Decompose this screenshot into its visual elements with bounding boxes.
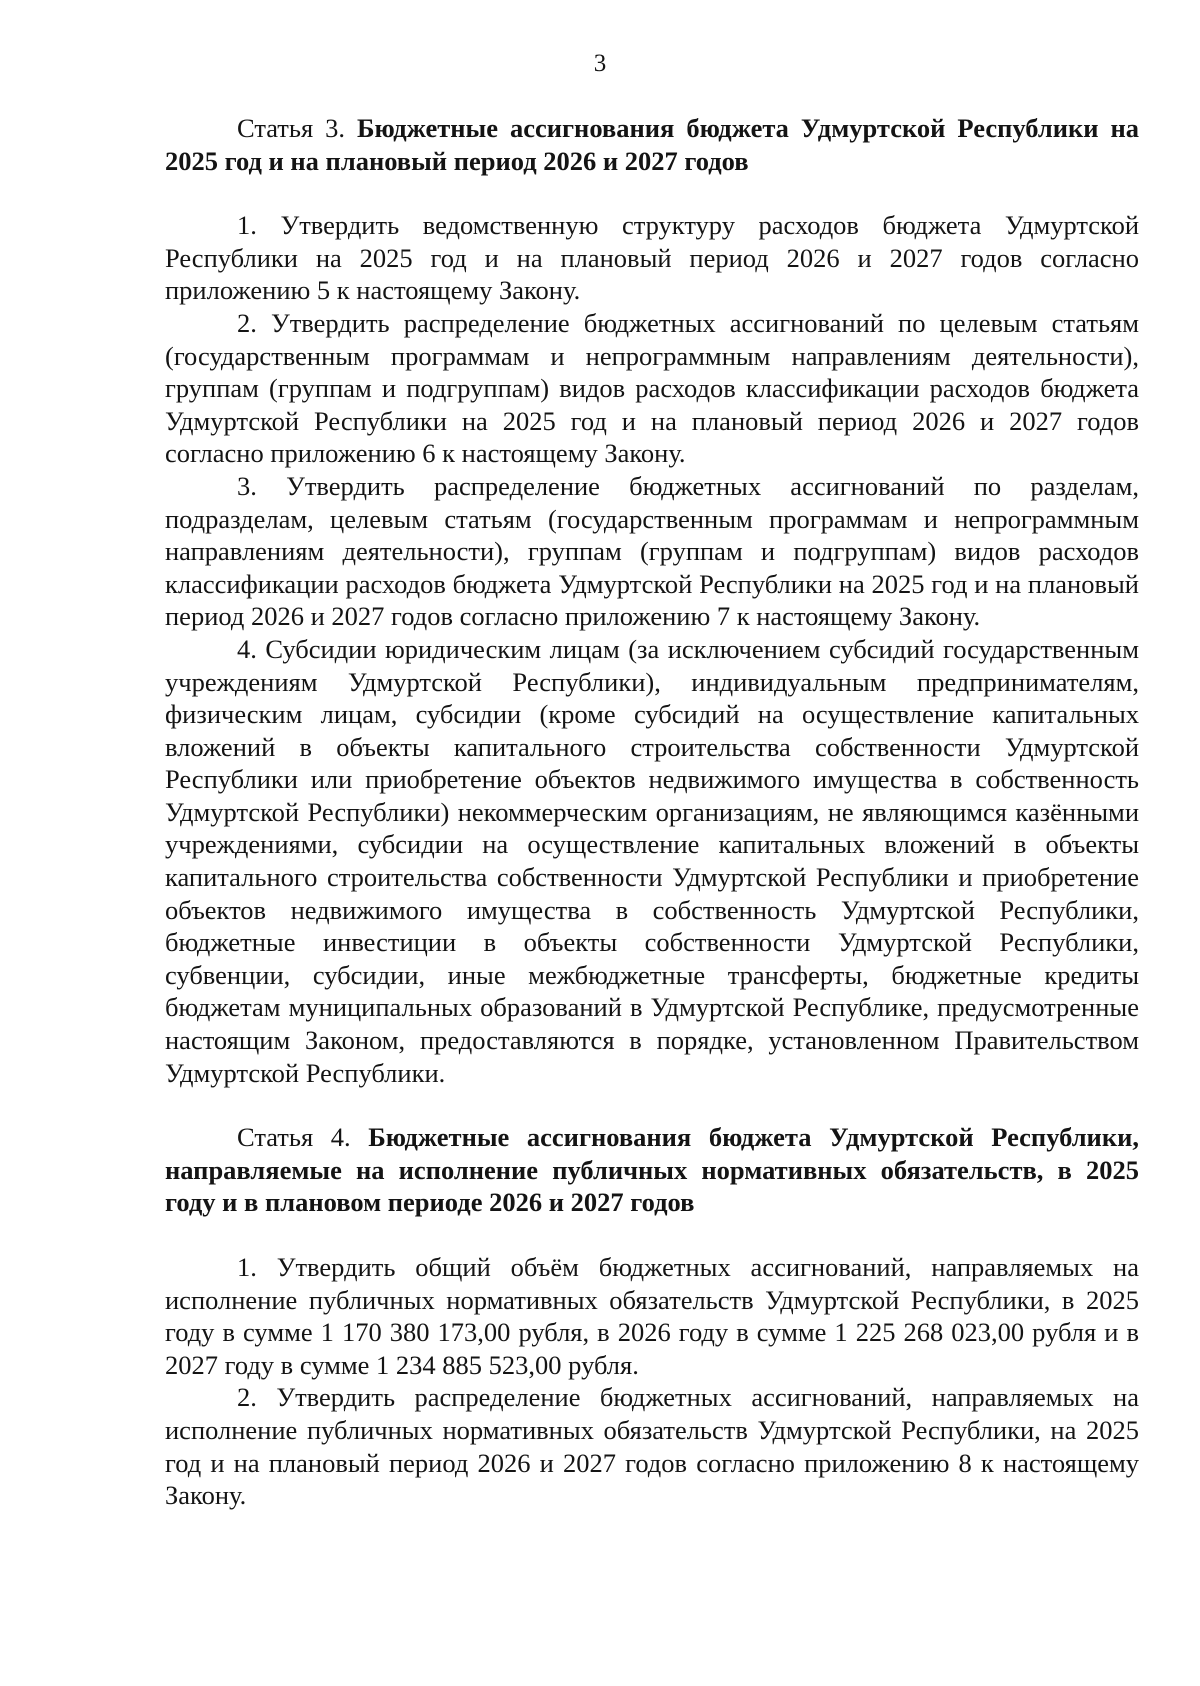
article-4 [165,1121,1139,1512]
page-number: 3 [593,50,607,77]
article-3-paragraph-1: 1. Утвердить ведомственную структуру расходов бюджета Удмуртской Республики на 2025 год и на плановый период 2026 и 2027 годов согласно приложению 5 к настоящему Закону. [165,210,1139,306]
article-3-prefix: Статья 3. [237,113,357,143]
spacer [165,1089,1139,1121]
article-4-heading [165,1121,1139,1219]
article-4-prefix: Статья 4. [237,1122,369,1153]
document-body [165,112,1139,1512]
article-4-title: Бюджетные ассигнования бюджета Удмуртской Республики, направляемые на исполнение публичных нормативных обязательств, в 2025 году и в плановом периоде 2026 и 2027 годов [165,1122,1139,1218]
spacer [165,1219,1139,1251]
article-3-title: Бюджетные ассигнования бюджета Удмуртской Республики на 2025 год и на плановый период 2026 и 2027 годов [165,113,1139,176]
article-4-paragraph-2: 2. Утвердить распределение бюджетных ассигнований, направляемых на исполнение публичных нормативных обязательств Удмуртской Республики, на 2025 год и на плановый период 2026 и 2027 годов согласно приложению 8 к настоящему Закону. [165,1382,1139,1511]
article-3-heading [165,112,1139,177]
article-4-paragraph-1: 1. Утвердить общий объём бюджетных ассигнований, направляемых на исполнение публичных нормативных обязательств Удмуртской Республики, в 2025 году в сумме 1 170 380 173,00 рубля, в 2026 году в сумме 1 225 268 023,00 рубля и в 2027 году в сумме 1 234 885 523,00 рубля. [165,1252,1139,1380]
spacer [165,177,1139,209]
article-3-paragraph-4: 4. Субсидии юридическим лицам (за исключением субсидий государственным учреждениям Удмуртской Республики), индивидуальным предпринимателям, физическим лицам, субсидии (кроме субсидий на осуществление капитальных вложений в объекты капитального строительства собственности Удмуртской Республики или приобретение объектов недвижимого имущества в собственность Удмуртской Республики) некоммерческим организациям, не являющимся казёнными учреждениями, субсидии на осуществление капитальных вложений в объекты капитального строительства собственности Удмуртской Республики и приобретение объектов недвижимого имущества в собственность Удмуртской Республики, бюджетные инвестиции в объекты собственности Удмуртской Республики, субвенции, субсидии, иные межбюджетные трансферты, бюджетные кредиты бюджетам муниципальных образований в Удмуртской Республике, предусмотренные настоящим Законом, предоставляются в порядке, установленном Правительством Удмуртской Республики. [165,633,1139,1088]
article-3 [165,112,1139,1089]
article-3-paragraph-2: 2. Утвердить распределение бюджетных ассигнований по целевым статьям (государственным программам и непрограммным направлениям деятельности), группам (группам и подгруппам) видов расходов классификации расходов бюджета Удмуртской Республики на 2025 год и на плановый период 2026 и 2027 годов согласно приложению 6 к настоящему Закону. [165,307,1139,469]
article-3-paragraph-3: 3. Утвердить распределение бюджетных ассигнований по разделам, подразделам, целевым статьям (государственным программам и непрограммным направлениям деятельности), группам (группам и подгруппам) видов расходов классификации расходов бюджета Удмуртской Республики на 2025 год и на плановый период 2026 и 2027 годов согласно приложению 7 к настоящему Закону. [165,470,1139,632]
